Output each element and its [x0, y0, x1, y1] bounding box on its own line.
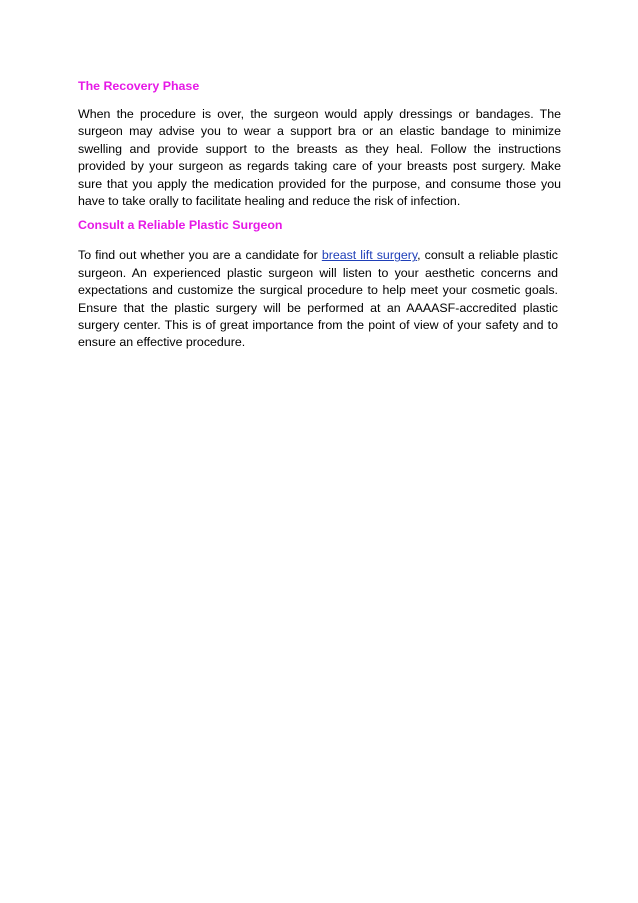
section-heading-recovery-phase: The Recovery Phase	[78, 79, 200, 93]
section-heading-consult-surgeon: Consult a Reliable Plastic Surgeon	[78, 218, 283, 233]
recovery-phase-paragraph: When the procedure is over, the surgeon would apply dressings or bandages. The surgeon may advise you to wear a support bra or an elastic bandage to minimize swelling and provide support to the breasts as they heal. Follow the instructions provided by your surgeon as regards taking care of your breasts post surgery. Make sure that you apply the medication provided for the purpose, and consume those you have to take orally to facilitate healing and reduce the risk of infection.	[78, 107, 561, 209]
breast-lift-surgery-link[interactable]: breast lift surgery	[321, 248, 418, 263]
consult-text-before-link: To find out whether you are a candidate for	[78, 248, 322, 263]
consult-text-after-link: , consult a reliable plastic surgeon. An experienced plastic surgeon will listen to your aesthetic concerns and expectations and customize the surgical procedure to help meet your cosmetic goals. Ensure that the plastic surgery will be performed at an AAAASF-accredited plastic surgery center. This is of great importance from the point of view of your safety and to ensure an effective procedure.	[78, 248, 559, 350]
document-content	[78, 78, 561, 352]
consult-surgeon-paragraph	[78, 247, 558, 351]
